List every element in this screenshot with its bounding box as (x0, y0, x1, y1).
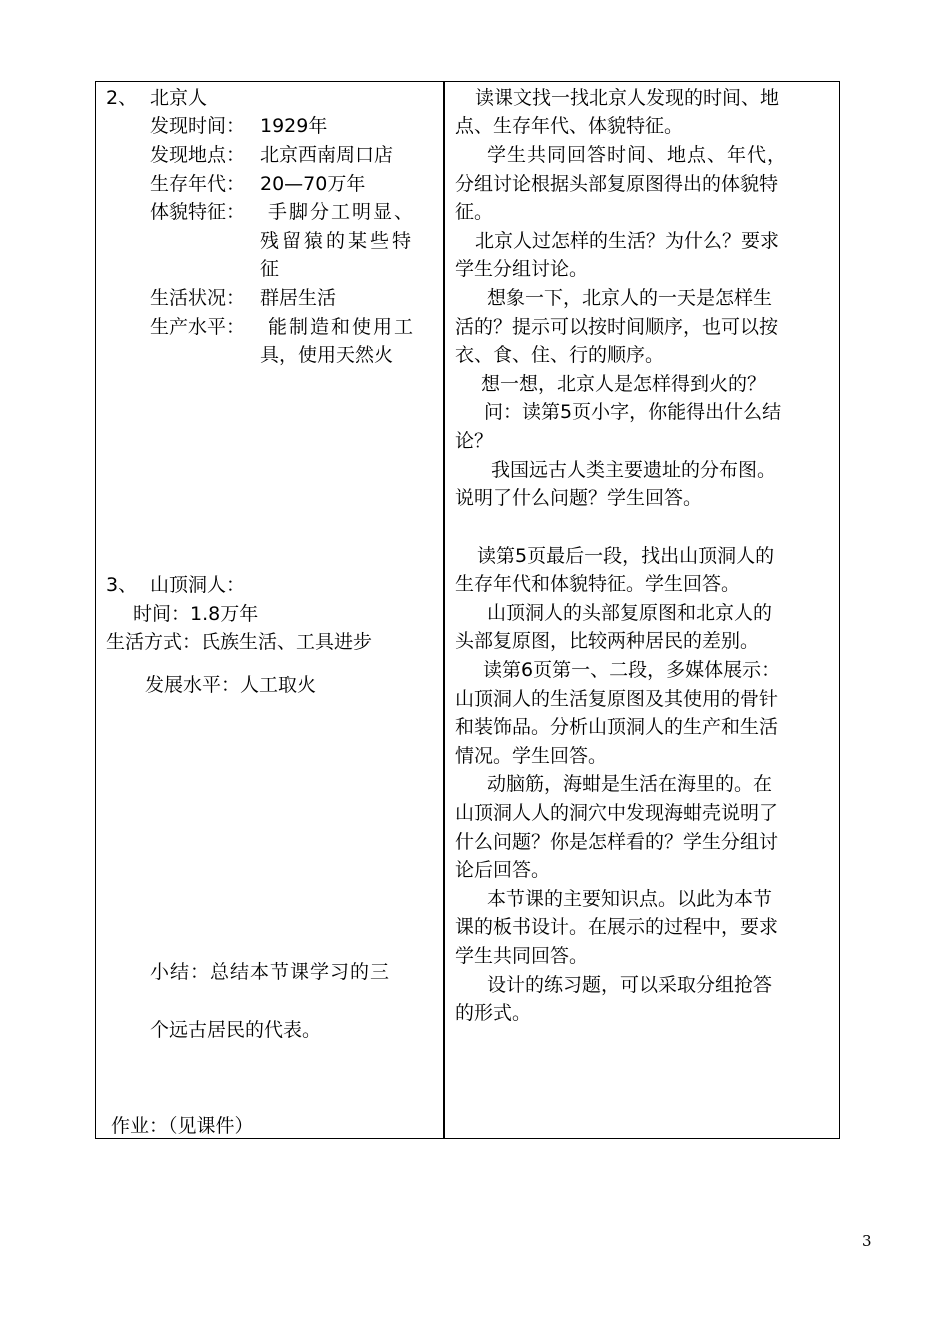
para-line: 我国远古人类主要遗址的分布图。 (491, 459, 777, 481)
value-production-cont: 具，使用天然火 (260, 344, 394, 366)
homework: 作业：（见课件） (111, 1115, 254, 1137)
value-features: 手脚分工明显、 (268, 201, 416, 223)
page-number: 3 (862, 1232, 872, 1250)
para-line: 论？ (455, 430, 494, 452)
para-line: 山顶洞人的生活复原图及其使用的骨针 (455, 688, 779, 710)
label-discovery-time: 发现时间： (150, 115, 246, 137)
value-era: 20—70万年 (260, 173, 366, 195)
para-line: 想一想，北京人是怎样得到火的？ (481, 373, 767, 395)
para-line: 北京人过怎样的生活？为什么？要求 (475, 230, 780, 252)
para-line: 想象一下，北京人的一天是怎样生 (487, 287, 773, 309)
summary-line1: 小结：总结本节课学习的三 (150, 961, 391, 983)
para-line: 学生共同回答时间、地点、年代， (487, 144, 788, 166)
para-line: 征。 (455, 201, 494, 223)
para-line: 本节课的主要知识点。以此为本节 (487, 888, 773, 910)
para-line: 读第5页最后一段，找出山顶洞人的 (477, 545, 775, 567)
para-line: 的形式。 (455, 1002, 532, 1024)
para-line: 山顶洞人人的洞穴中发现海蚶壳说明了 (455, 802, 779, 824)
section3-number: 3、 (106, 574, 138, 596)
value-features-cont2: 征 (260, 258, 280, 280)
value-living: 群居生活 (260, 287, 337, 309)
section3-heading: 山顶洞人： (150, 574, 246, 596)
section2-heading: 北京人 (150, 87, 208, 109)
para-line: 分组讨论根据头部复原图得出的体貌特 (455, 173, 779, 195)
value-production: 能制造和使用工 (268, 316, 416, 338)
para-line: 生存年代和体貌特征。学生回答。 (455, 573, 741, 595)
para-line: 问：读第5页小字，你能得出什么结 (484, 401, 782, 423)
para-line: 衣、食、住、行的顺序。 (455, 344, 665, 366)
para-line: 什么问题？你是怎样看的？学生分组讨 (455, 831, 779, 853)
para-line: 学生分组讨论。 (455, 258, 589, 280)
para-line: 和装饰品。分析山顶洞人的生产和生活 (455, 716, 779, 738)
value-features-cont1: 残留猿的某些特 (260, 230, 415, 252)
label-discovery-place: 发现地点： (150, 144, 246, 166)
para-line: 点、生存年代、体貌特征。 (455, 115, 684, 137)
section3-time: 时间：1.8万年 (133, 603, 259, 625)
para-line: 课的板书设计。在展示的过程中，要求 (455, 916, 779, 938)
value-discovery-place: 北京西南周口店 (260, 144, 394, 166)
para-line: 动脑筋，海蚶是生活在海里的。在 (487, 773, 773, 795)
summary-line2: 个远古居民的代表。 (150, 1019, 322, 1041)
section2-number: 2、 (106, 87, 138, 109)
para-line: 活的？提示可以按时间顺序，也可以按 (455, 316, 779, 338)
para-line: 学生共同回答。 (455, 945, 589, 967)
label-living: 生活状况： (150, 287, 246, 309)
para-line: 头部复原图，比较两种居民的差别。 (455, 630, 760, 652)
para-line: 设计的练习题，可以采取分组抢答 (487, 974, 773, 996)
column-divider (443, 81, 445, 1139)
label-era: 生存年代： (150, 173, 246, 195)
section3-level: 发展水平：人工取火 (145, 674, 317, 696)
para-line: 论后回答。 (455, 859, 551, 881)
label-features: 体貌特征： (150, 201, 246, 223)
para-line: 说明了什么问题？学生回答。 (455, 487, 703, 509)
value-discovery-time: 1929年 (260, 115, 328, 137)
para-line: 情况。学生回答。 (455, 745, 608, 767)
para-line: 读课文找一找北京人发现的时间、地 (475, 87, 780, 109)
para-line: 山顶洞人的头部复原图和北京人的 (487, 602, 773, 624)
para-line: 读第6页第一、二段，多媒体展示： (483, 659, 781, 681)
label-production: 生产水平： (150, 316, 246, 338)
section3-lifestyle: 生活方式：氏族生活、工具进步 (106, 631, 373, 653)
